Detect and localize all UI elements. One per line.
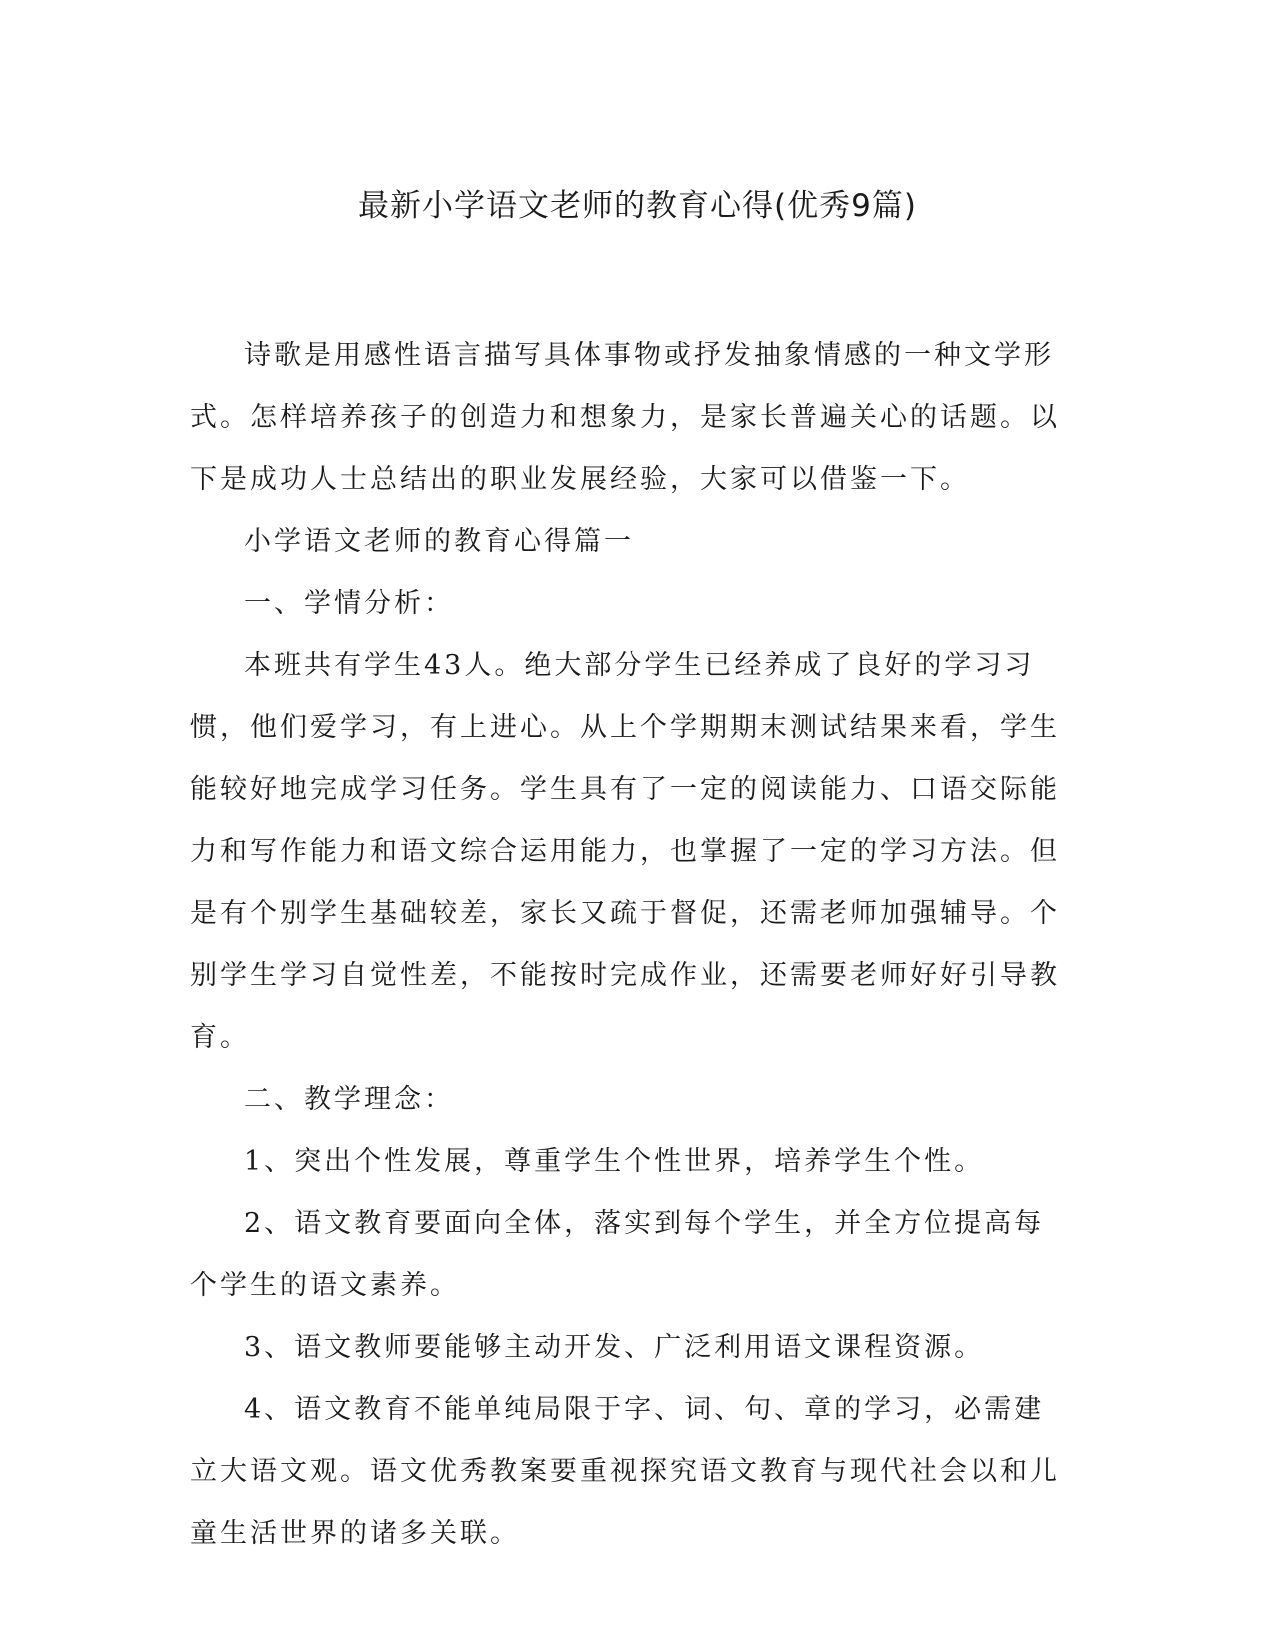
document-title: 最新小学语文老师的教育心得(优秀9篇) bbox=[358, 188, 917, 224]
learning-analysis-paragraph: 本班共有学生43人。绝大部分学生已经养成了良好的学习习惯，他们爱学习，有上进心。从上个学期期末测试结果来看，学生能较好地完成学习任务。学生具有了一定的阅读能力、口语交际能力和写作能力和语文综合运用能力，也掌握了一定的学习方法。但是有个别学生基础较差，家长又疏于督促，还需老师加强辅导。个别学生学习自觉性差，不能按时完成作业，还需要老师好好引导教育。 bbox=[190, 650, 1060, 1053]
subheading-learning-analysis: 一、学情分析： bbox=[244, 588, 454, 619]
subheading-teaching-philosophy: 二、教学理念： bbox=[244, 1084, 454, 1115]
section-heading: 小学语文老师的教育心得篇一 bbox=[244, 526, 634, 557]
intro-paragraph: 诗歌是用感性语言描写具体事物或抒发抽象情感的一种文学形式。怎样培养孩子的创造力和想象力，是家长普遍关心的话题。以下是成功人士总结出的职业发展经验，大家可以借鉴一下。 bbox=[190, 340, 1060, 495]
philosophy-item-3: 3、语文教师要能够主动开发、广泛利用语文课程资源。 bbox=[244, 1332, 985, 1363]
philosophy-item-2: 2、语文教育要面向全体，落实到每个学生，并全方位提高每个学生的语文素养。 bbox=[190, 1208, 1045, 1301]
document-body bbox=[190, 325, 1070, 1565]
philosophy-item-4: 4、语文教育不能单纯局限于字、词、句、章的学习，必需建立大语文观。语文优秀教案要重视探究语文教育与现代社会以和儿童生活世界的诸多关联。 bbox=[190, 1394, 1060, 1549]
philosophy-item-1: 1、突出个性发展，尊重学生个性世界，培养学生个性。 bbox=[244, 1146, 985, 1177]
